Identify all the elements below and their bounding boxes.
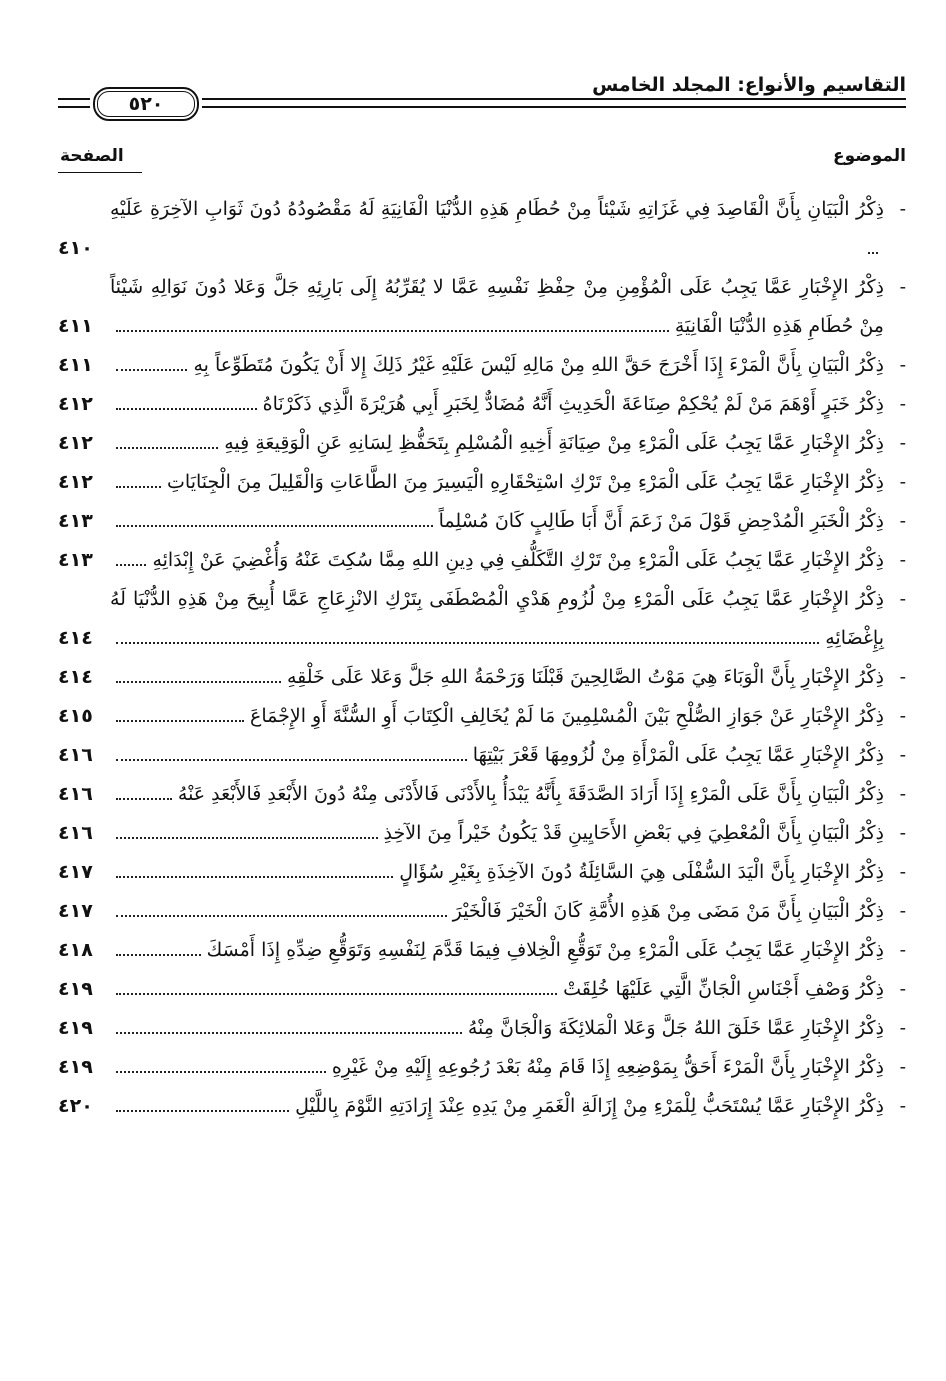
- topic-column-label: الموضوع: [833, 146, 906, 166]
- entry-dash: -: [899, 705, 906, 727]
- entry-dash: -: [899, 510, 906, 532]
- entry-dash: -: [899, 1095, 906, 1117]
- entry-dash: -: [899, 744, 906, 766]
- index-entry-line: [58, 658, 906, 697]
- entry-dash: -: [899, 822, 906, 844]
- entry-dash: -: [899, 354, 906, 376]
- running-title: التقاسيم والأنواع: المجلد الخامس: [592, 74, 906, 96]
- entry-dash: -: [899, 1056, 906, 1078]
- entry-page-number: ٤١٦: [58, 822, 93, 844]
- entry-dash: -: [899, 393, 906, 415]
- index-entry-line: [58, 541, 906, 580]
- index-entry: [58, 463, 906, 502]
- dot-leader: [116, 525, 433, 527]
- entry-page-number: ٤١٨: [58, 939, 93, 961]
- index-entry-line: [58, 775, 906, 814]
- index-entry-line: [58, 385, 906, 424]
- index-entry: [58, 541, 906, 580]
- entry-topic: ذِكْرُ خَبَرٍ أَوْهَمَ مَنْ لَمْ يُحْكِمْ صِنَاعَةَ الْحَدِيثِ أَنَّهُ مُضَادٌّ لِخَبَرِ أَبِي هُرَيْرَةَ الَّذِي ذَكَرْنَاهُ: [262, 393, 884, 415]
- entry-page-number: ٤١١: [58, 315, 93, 337]
- index-entry-line: [58, 502, 906, 541]
- index-entry-line: [58, 853, 906, 892]
- index-entry: [58, 697, 906, 736]
- header-rule: [58, 106, 90, 108]
- entry-dash: -: [899, 939, 906, 961]
- entry-page-number: ٤١١: [58, 354, 93, 376]
- entry-dash: -: [899, 861, 906, 883]
- index-list: [58, 190, 906, 1126]
- entry-topic: ذِكْرُ الْخَبَرِ الْمُدْحِضِ قَوْلَ مَنْ زَعَمَ أَنَّ أَبَا طَالِبٍ كَانَ مُسْلِماً: [438, 510, 884, 532]
- dot-leader: [116, 681, 281, 683]
- index-entry: [58, 853, 906, 892]
- dot-leader: [116, 642, 819, 644]
- index-entry: [58, 775, 906, 814]
- entry-page-number: ٤١٣: [58, 510, 93, 532]
- index-entry-line: [58, 931, 906, 970]
- entry-page-number: ٤١٧: [58, 861, 93, 883]
- entry-topic: ذِكْرُ الإِخْبَارِ عَنْ جَوَازِ الصُّلْحِ بَيْنَ الْمُسْلِمِينَ مَا لَمْ يُخَالِفِ الْكِتَابَ أَوِ السُّنَّةَ أَوِ الإِجْمَاعَ: [250, 705, 884, 727]
- entry-topic: ذِكْرُ الإِخْبَارِ عَمَّا يَجِبُ عَلَى الْمَرْءِ مِنْ لُزُومِ هَدْيِ الْمُصْطَفَى بِتَرْكِ الانْزِعَاجِ عَمَّا أُبِيحَ مِنْ هَذِهِ الدُّنْيَا لَهُ بِإِغْضَائِهِ: [110, 588, 884, 649]
- index-entry: [58, 268, 906, 346]
- entry-page-number: ٤١٩: [58, 1017, 93, 1039]
- header-rule: [202, 98, 906, 100]
- entry-dash: -: [899, 432, 906, 454]
- entry-page-number: ٤١٤: [58, 666, 93, 688]
- entry-topic: ذِكْرُ الإِخْبَارِ بِأَنَّ الْيَدَ السُّفْلَى هِيَ السَّائِلَةُ دُونَ الآخِذَةِ بِغَيْرِ سُؤَالٍ: [399, 861, 884, 883]
- dot-leader: [116, 1071, 326, 1073]
- dot-leader: [116, 876, 393, 878]
- entry-dash: -: [899, 666, 906, 688]
- entry-page-number: ٤١٧: [58, 900, 93, 922]
- dot-leader: [116, 447, 218, 449]
- entry-topic: ذِكْرُ وَصْفِ أَجْنَاسِ الْجَانِّ الَّتِي عَلَيْهَا خُلِقَتْ: [563, 978, 884, 1000]
- index-entry: [58, 502, 906, 541]
- index-entry-line: [58, 463, 906, 502]
- entry-page-number: ٤١٠: [58, 237, 93, 259]
- index-entry: [58, 1087, 906, 1126]
- entry-topic: ذِكْرُ الإِخْبَارِ عَمَّا خَلَقَ اللهُ جَلَّ وَعَلا الْمَلائِكَةَ وَالْجَانَّ مِنْهُ: [467, 1017, 884, 1039]
- dot-leader: [116, 330, 669, 332]
- dot-leader: [116, 798, 172, 800]
- entry-dash: -: [899, 1017, 906, 1039]
- index-entry-line: [58, 697, 906, 736]
- dot-leader: [868, 252, 878, 254]
- dot-leader: [116, 993, 557, 995]
- index-entry: [58, 190, 906, 268]
- entry-topic: ذِكْرُ الْبَيَانِ بِأَنَّ الْقَاصِدَ فِي غَزَاتِهِ شَيْئاً مِنْ حُطَامِ هَذِهِ الدُّنْيَا الْفَانِيَةِ لَهُ مَقْصُودُهُ دُونَ ثَوَابِ الآخِرَةِ عَلَيْهِ: [110, 198, 884, 220]
- index-entry-line: [58, 814, 906, 853]
- entry-dash: -: [899, 978, 906, 1000]
- entry-dash: -: [899, 900, 906, 922]
- dot-leader: [116, 1032, 462, 1034]
- dot-leader: [116, 837, 378, 839]
- entry-page-number: ٤١٢: [58, 471, 93, 493]
- dot-leader: [116, 408, 257, 410]
- dot-leader: [116, 486, 161, 488]
- entry-topic: ذِكْرُ الإِخْبَارِ عَمَّا يَجِبُ عَلَى الْمُؤْمِنِ مِنْ حِفْظِ نَفْسِهِ عَمَّا لا يُقَرِّبُهُ إِلَى بَارِئِهِ جَلَّ وَعَلا دُونَ نَوَالِهِ شَيْئاً مِنْ حُطَامِ هَذِهِ الدُّنْيَا الْفَانِيَةِ: [110, 276, 884, 337]
- entry-page-number: ٤١٥: [58, 705, 93, 727]
- index-entry-line: [58, 736, 906, 775]
- dot-leader: [116, 915, 447, 917]
- index-entry: [58, 814, 906, 853]
- index-entry: [58, 424, 906, 463]
- index-entry-line: [58, 424, 906, 463]
- entry-topic: ذِكْرُ الإِخْبَارِ عَمَّا يَجِبُ عَلَى الْمَرْأَةِ مِنْ لُزُومِهَا قَعْرَ بَيْتِهَا: [472, 744, 884, 766]
- index-entry: [58, 1009, 906, 1048]
- index-entry-line: [58, 580, 906, 658]
- page-column-label: الصفحة: [60, 146, 124, 166]
- index-entry-line: [58, 970, 906, 1009]
- entry-topic: ذِكْرُ الإِخْبَارِ عَمَّا يَجِبُ عَلَى الْمَرْءِ مِنْ تَوَقُّعِ الْخِلافِ فِيمَا قَدَّمَ لِنَفْسِهِ وَتَوَقُّعِ ضِدِّهِ إِذَا أَمْسَكَ: [206, 939, 884, 961]
- index-entry-line: [58, 1009, 906, 1048]
- dot-leader: [116, 759, 467, 761]
- dot-leader: [116, 369, 187, 371]
- entry-topic: ذِكْرُ الْبَيَانِ بِأَنَّ الْمُعْطِيَ فِي بَعْضِ الأَحَايِينِ قَدْ يَكُونُ خَيْراً مِنَ الآخِذِ: [383, 822, 884, 844]
- entry-topic: ذِكْرُ الإِخْبَارِ عَمَّا يَجِبُ عَلَى الْمَرْءِ مِنْ تَرْكِ التَّكَلُّفِ فِي دِينِ اللهِ مِمَّا سُكِتَ عَنْهُ وَأُغْضِيَ عَنْ إِبْدَائِهِ: [152, 549, 884, 571]
- index-entry-line: [58, 190, 906, 268]
- index-entry: [58, 892, 906, 931]
- entry-page-number: ٤٢٠: [58, 1095, 93, 1117]
- entry-dash: -: [899, 588, 906, 610]
- index-entry: [58, 580, 906, 658]
- entry-page-number: ٤١٣: [58, 549, 93, 571]
- entry-page-number: ٤١٢: [58, 393, 93, 415]
- index-entry: [58, 970, 906, 1009]
- index-entry: [58, 385, 906, 424]
- page-number: ٥٢٠: [128, 93, 164, 115]
- entry-page-number: ٤١٢: [58, 432, 93, 454]
- entry-page-number: ٤١٩: [58, 1056, 93, 1078]
- entry-dash: -: [899, 276, 906, 298]
- index-entry-line: [58, 892, 906, 931]
- entry-topic: ذِكْرُ الْبَيَانِ بِأَنَّ الْمَرْءَ إِذَا أَخْرَجَ حَقَّ اللهِ مِنْ مَالِهِ لَيْسَ عَلَيْهِ غَيْرُ ذَلِكَ إِلا أَنْ يَكُونَ مُتَطَوِّعاً بِهِ: [193, 354, 884, 376]
- entry-topic: ذِكْرُ الْبَيَانِ بِأَنَّ عَلَى الْمَرْءِ إِذَا أَرَادَ الصَّدَقَةَ بِأَنَّهُ يَبْدَأُ بِالأَدْنَى فَالأَدْنَى مِنْهُ دُونَ الأَبْعَدِ فَالأَبْعَدِ عَنْهُ: [177, 783, 884, 805]
- entry-topic: ذِكْرُ الإِخْبَارِ عَمَّا يَجِبُ عَلَى الْمَرْءِ مِنْ تَرْكِ اسْتِحْقَارِهِ الْيَسِيرَ مِنَ الطَّاعَاتِ وَالْقَلِيلَ مِنَ الْجِنَايَاتِ: [167, 471, 884, 493]
- entry-topic: ذِكْرُ الإِخْبَارِ بِأَنَّ الْمَرْءَ أَحَقُّ بِمَوْضِعِهِ إِذَا قَامَ مِنْهُ بَعْدَ رُجُوعِهِ إِلَيْهِ مِنْ غَيْرِهِ: [331, 1056, 884, 1078]
- index-entry-line: [58, 268, 906, 346]
- dot-leader: [116, 954, 201, 956]
- entry-topic: ذِكْرُ الإِخْبَارِ بِأَنَّ الْوَبَاءَ هِيَ مَوْتُ الصَّالِحِينَ قَبْلَنَا وَرَحْمَةُ اللهِ جَلَّ وَعَلا عَلَى خَلْقِهِ: [286, 666, 884, 688]
- entry-topic: ذِكْرُ الإِخْبَارِ عَمَّا يُسْتَحَبُّ لِلْمَرْءِ مِنْ إِزَالَةِ الْغَمَرِ مِنْ يَدِهِ عِنْدَ إِرَادَتِهِ النَّوْمَ بِاللَّيْلِ: [295, 1095, 884, 1117]
- entry-page-number: ٤١٩: [58, 978, 93, 1000]
- index-entry: [58, 736, 906, 775]
- dot-leader: [116, 564, 146, 566]
- index-entry: [58, 346, 906, 385]
- entry-dash: -: [899, 471, 906, 493]
- header-rule: [58, 98, 90, 100]
- index-entry-line: [58, 1048, 906, 1087]
- entry-page-number: ٤١٤: [58, 627, 93, 649]
- index-entry: [58, 1048, 906, 1087]
- index-entry-line: [58, 346, 906, 385]
- entry-topic: ذِكْرُ الإِخْبَارِ عَمَّا يَجِبُ عَلَى الْمَرْءِ مِنْ صِيَانَةِ أَخِيهِ الْمُسْلِمِ بِتَحَفُّظِ لِسَانِهِ عَنِ الْوَقِيعَةِ فِيهِ: [224, 432, 884, 454]
- index-entry: [58, 658, 906, 697]
- page-label-underline: [58, 172, 142, 173]
- entry-page-number: ٤١٦: [58, 783, 93, 805]
- dot-leader: [116, 720, 244, 722]
- entry-dash: -: [899, 549, 906, 571]
- index-entry-line: [58, 1087, 906, 1126]
- index-entry: [58, 931, 906, 970]
- entry-page-number: ٤١٦: [58, 744, 93, 766]
- header-rule: [202, 106, 906, 108]
- entry-dash: -: [899, 198, 906, 220]
- dot-leader: [116, 1110, 289, 1112]
- page-number-frame: [93, 87, 199, 121]
- entry-topic: ذِكْرُ الْبَيَانِ بِأَنَّ مَنْ مَضَى مِنْ هَذِهِ الأُمَّةِ كَانَ الْخَيْرَ فَالْخَيْرَ: [452, 900, 884, 922]
- entry-dash: -: [899, 783, 906, 805]
